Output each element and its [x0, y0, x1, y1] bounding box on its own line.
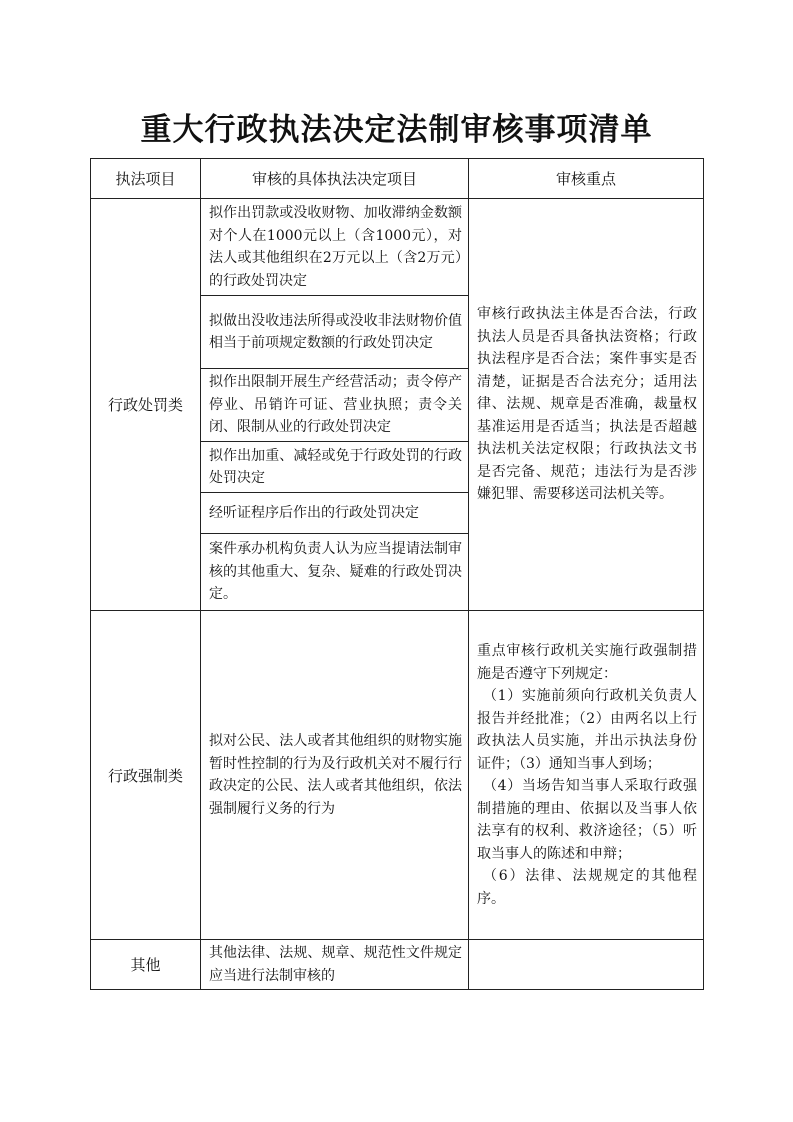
- category-other: 其他: [91, 940, 201, 990]
- page-title: 重大行政执法决定法制审核事项清单: [140, 112, 653, 148]
- table-row: [91, 611, 704, 940]
- coercion-focus-steps-4-5: （4）当场告知当事人采取行政强制措施的理由、依据以及当事人依法享有的权利、救济途径；（5）听取当事人的陈述和申辩；: [477, 778, 697, 862]
- coercion-focus-steps-1-3: （1）实施前须向行政机关负责人报告并经批准；（2）由两名以上行政执法人员实施，并出示执法身份证件；（3）通知当事人到场；: [477, 688, 697, 772]
- coercion-focus-intro: 重点审核行政机关实施行政强制措施是否遵守下列规定：: [477, 643, 697, 682]
- coercion-focus-step-6: （6）法律、法规规定的其他程序。: [477, 868, 697, 907]
- penalty-item-2: 拟做出没收违法所得或没收非法财物价值相当于前项规定数额的行政处罚决定: [201, 296, 469, 369]
- coercion-item: 拟对公民、法人或者其他组织的财物实施暂时性控制的行为及行政机关对不履行行政决定的公民、法人或者其他组织，依法强制履行义务的行为: [201, 611, 469, 940]
- review-items-table: [90, 158, 704, 990]
- penalty-item-3: 拟作出限制开展生产经营活动；责令停产停业、吊销许可证、营业执照；责令关闭、限制从业的行政处罚决定: [201, 369, 469, 442]
- penalty-review-focus: 审核行政执法主体是否合法，行政执法人员是否具备执法资格；行政执法程序是否合法；案件事实是否清楚，证据是否合法充分；适用法律、法规、规章是否准确，裁量权基准运用是否适当；执法是否超越执法机关法定权限；行政执法文书是否完备、规范；违法行为是否涉嫌犯罪、需要移送司法机关等。: [469, 199, 704, 611]
- header-enforcement-project: 执法项目: [91, 159, 201, 199]
- coercion-review-focus: [469, 611, 704, 940]
- penalty-item-5: 经听证程序后作出的行政处罚决定: [201, 493, 469, 534]
- other-review-focus: [469, 940, 704, 990]
- table-row: [91, 199, 704, 296]
- category-penalty: 行政处罚类: [91, 199, 201, 611]
- table-header-row: [91, 159, 704, 199]
- other-item: 其他法律、法规、规章、规范性文件规定应当进行法制审核的: [201, 940, 469, 990]
- penalty-item-1: 拟作出罚款或没收财物、加收滞纳金数额对个人在1000元以上（含1000元），对法人或其他组织在2万元以上（含2万元）的行政处罚决定: [201, 199, 469, 296]
- category-coercion: 行政强制类: [91, 611, 201, 940]
- penalty-item-4: 拟作出加重、减轻或免于行政处罚的行政处罚决定: [201, 442, 469, 493]
- penalty-item-6: 案件承办机构负责人认为应当提请法制审核的其他重大、复杂、疑难的行政处罚决定。: [201, 534, 469, 611]
- header-specific-items: 审核的具体执法决定项目: [201, 159, 469, 199]
- header-review-focus: 审核重点: [469, 159, 704, 199]
- table-row: [91, 940, 704, 990]
